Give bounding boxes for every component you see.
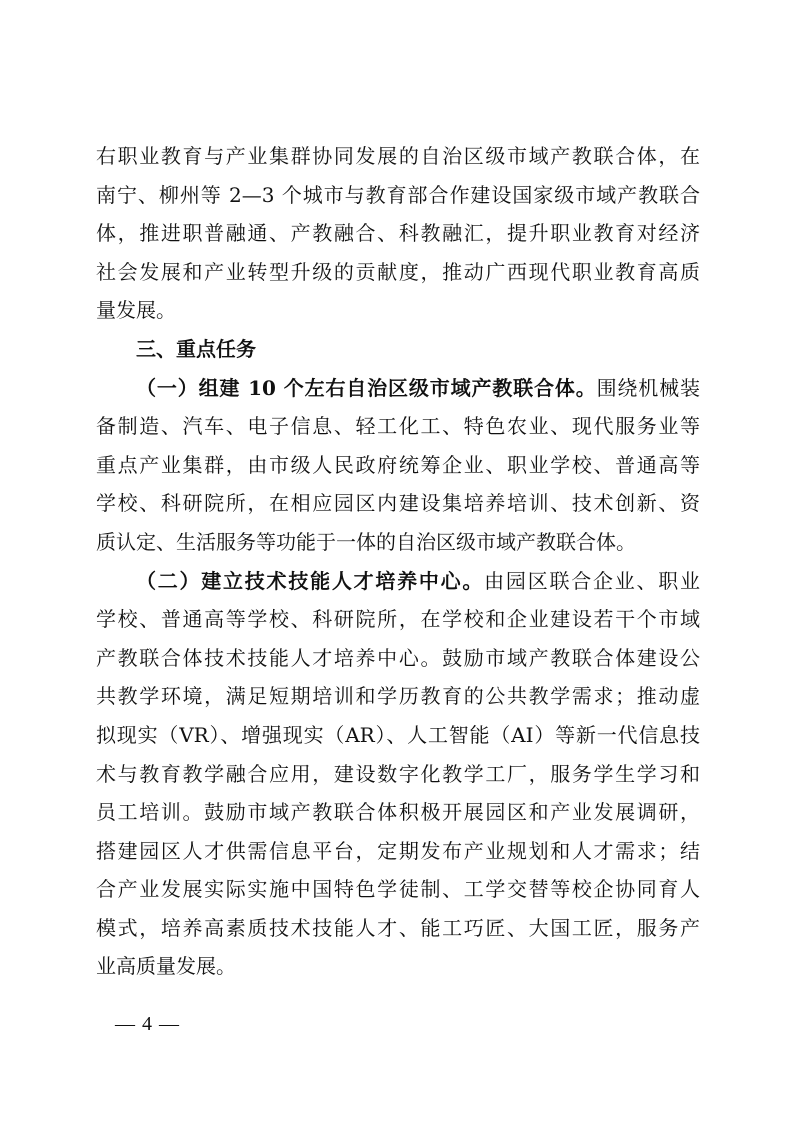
- body-text-line: 量发展。: [96, 298, 176, 323]
- body-text-line: 模式，培养高素质技术技能人才、能工巧匠、大国工匠，服务产: [96, 915, 700, 940]
- body-text-line: 备制造、汽车、电子信息、轻工化工、特色农业、现代服务业等: [96, 414, 700, 439]
- body-text-line: 术与教育教学融合应用，建设数字化教学工厂，服务学生学习和: [96, 761, 700, 786]
- body-text-line: 重点产业集群，由市级人民政府统筹企业、职业学校、普通高等: [96, 452, 700, 477]
- section-heading: 三、重点任务: [136, 336, 256, 361]
- task-two-lead: （二）建立技术技能人才培养中心。: [136, 568, 485, 593]
- document-body: [96, 137, 700, 986]
- task-two-first-line: [96, 562, 700, 601]
- body-text-line: 员工培训。鼓励市域产教联合体积极开展园区和产业发展调研，: [96, 800, 700, 825]
- body-text-line: 共教学环境，满足短期培训和学历教育的公共教学需求；推动虚: [96, 684, 700, 709]
- body-text-line: 合产业发展实际实施中国特色学徒制、工学交替等校企协同育人: [96, 877, 700, 902]
- body-text-line: 学校、普通高等学校、科研院所，在学校和企业建设若干个市域: [96, 607, 700, 632]
- task-one-first-line-rest: 围绕机械装: [596, 375, 700, 400]
- task-one-lead: （一）组建 10 个左右自治区级市域产教联合体。: [136, 375, 597, 400]
- task-two-first-line-rest: 由园区联合企业、职业: [484, 568, 701, 593]
- body-text-line: 体，推进职普融通、产教融合、科教融汇，提升职业教育对经济: [96, 221, 700, 246]
- body-text-line: 拟现实（VR）、增强现实（AR）、人工智能（AI）等新一代信息技: [96, 722, 700, 747]
- body-text-line: 南宁、柳州等 2—3 个城市与教育部合作建设国家级市域产教联合: [96, 182, 700, 207]
- task-one-first-line: [96, 369, 700, 408]
- page-number: — 4 —: [115, 1013, 180, 1035]
- body-text-line: 社会发展和产业转型升级的贡献度，推动广西现代职业教育高质: [96, 259, 700, 284]
- body-text-line: 右职业教育与产业集群协同发展的自治区级市域产教联合体，在: [96, 144, 700, 168]
- body-text-line: 学校、科研院所，在相应园区内建设集培养培训、技术创新、资: [96, 491, 700, 516]
- body-text-line: 业高质量发展。: [96, 954, 236, 979]
- body-text-line: 搭建园区人才供需信息平台，定期发布产业规划和人才需求；结: [96, 838, 700, 863]
- body-text-line: 产教联合体技术技能人才培养中心。鼓励市域产教联合体建设公: [96, 645, 700, 670]
- body-text-line: 质认定、生活服务等功能于一体的自治区级市域产教联合体。: [96, 529, 636, 554]
